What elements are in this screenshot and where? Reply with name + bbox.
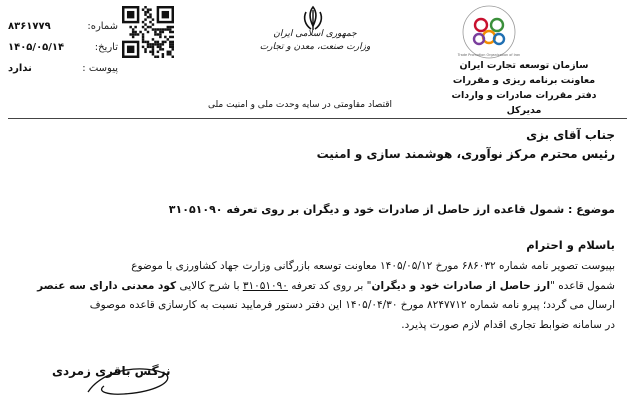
body-line: بپیوست تصویر نامه شماره ۶۸۶۰۳۲ مورخ ۱۴۰۵/۰۵/۱۲ معاونت توسعه بازرگانی وزارت جهاد کشاورزی با موضوع — [131, 260, 615, 272]
meta-number-label: شماره: — [87, 21, 118, 32]
org-logo-icon — [457, 4, 521, 60]
body-line: ارسال می گردد؛ پیرو نامه شماره ۸۲۴۷۷۱۲ مورخ ۱۴۰۵/۰۴/۳۰ این دفتر دستور فرمایید نسبت به کارسازی قاعده موصوف — [89, 299, 615, 311]
ministry-line2: وزارت صنعت، معدن و تجارت — [259, 42, 371, 52]
body-bold-text: ارز حاصل از صادرات خود و دیگران — [371, 279, 551, 292]
qr-code-icon — [122, 6, 174, 58]
greeting: باسلام و احترام — [526, 238, 615, 252]
body-text: " بر روی کد تعرفه — [287, 279, 372, 292]
body-line — [12, 277, 615, 297]
meta-date — [8, 37, 118, 58]
subject-label: موضوع : — [568, 203, 615, 216]
header-divider — [8, 118, 627, 119]
subject-text: شمول قاعده ارز حاصل از صادرات خود و دیگران بر روی تعرفه ۳۱۰۵۱۰۹۰ — [168, 203, 565, 216]
org-line: دفتر مقررات صادرات و واردات — [451, 90, 597, 101]
org-block — [439, 58, 609, 118]
body-line: در سامانه ضوابط تجاری اقدام لازم صورت پذیرد. — [401, 318, 615, 331]
meta-attachment — [8, 58, 118, 79]
body-bold-text: کود معدنی دارای سه عنصر — [37, 279, 177, 292]
slogan: اقتصاد مقاومتی در سایه وحدت ملی و امنیت ملی — [207, 100, 393, 110]
letter-body — [12, 257, 615, 335]
letter-meta — [8, 16, 118, 79]
meta-date-value: ۱۴۰۵/۰۵/۱۴ — [8, 42, 65, 53]
org-line: معاونت برنامه ریزی و مقررات — [452, 75, 596, 86]
meta-date-label: تاریخ: — [94, 42, 118, 53]
subject — [12, 203, 615, 216]
recipient-title: رئیس محترم مرکز نوآوری، هوشمند سازی و امنیت — [316, 147, 615, 161]
signer-name: نرگس باقری زمردی — [52, 364, 171, 378]
meta-number-value: ۸۳۶۱۷۷۹ — [8, 21, 51, 32]
recipient: جناب آقای بزی — [526, 128, 615, 142]
org-line: سازمان توسعه تجارت ایران — [459, 60, 589, 71]
ministry-line1: جمهوری اسلامی ایران — [273, 29, 357, 39]
body-text: با شرح کالایی — [176, 279, 243, 292]
org-logo-ring-text: Trade Promotion Organization of Iran — [457, 53, 521, 57]
meta-attachment-value: ندارد — [8, 63, 32, 74]
tariff-code: ۳۱۰۵۱۰۹۰ — [242, 279, 288, 292]
meta-attachment-label: پیوست : — [82, 63, 118, 74]
meta-number — [8, 16, 118, 37]
ministry-name — [250, 28, 380, 54]
body-text: شمول قاعده " — [550, 279, 615, 292]
org-line: مدیرکل — [506, 105, 542, 116]
